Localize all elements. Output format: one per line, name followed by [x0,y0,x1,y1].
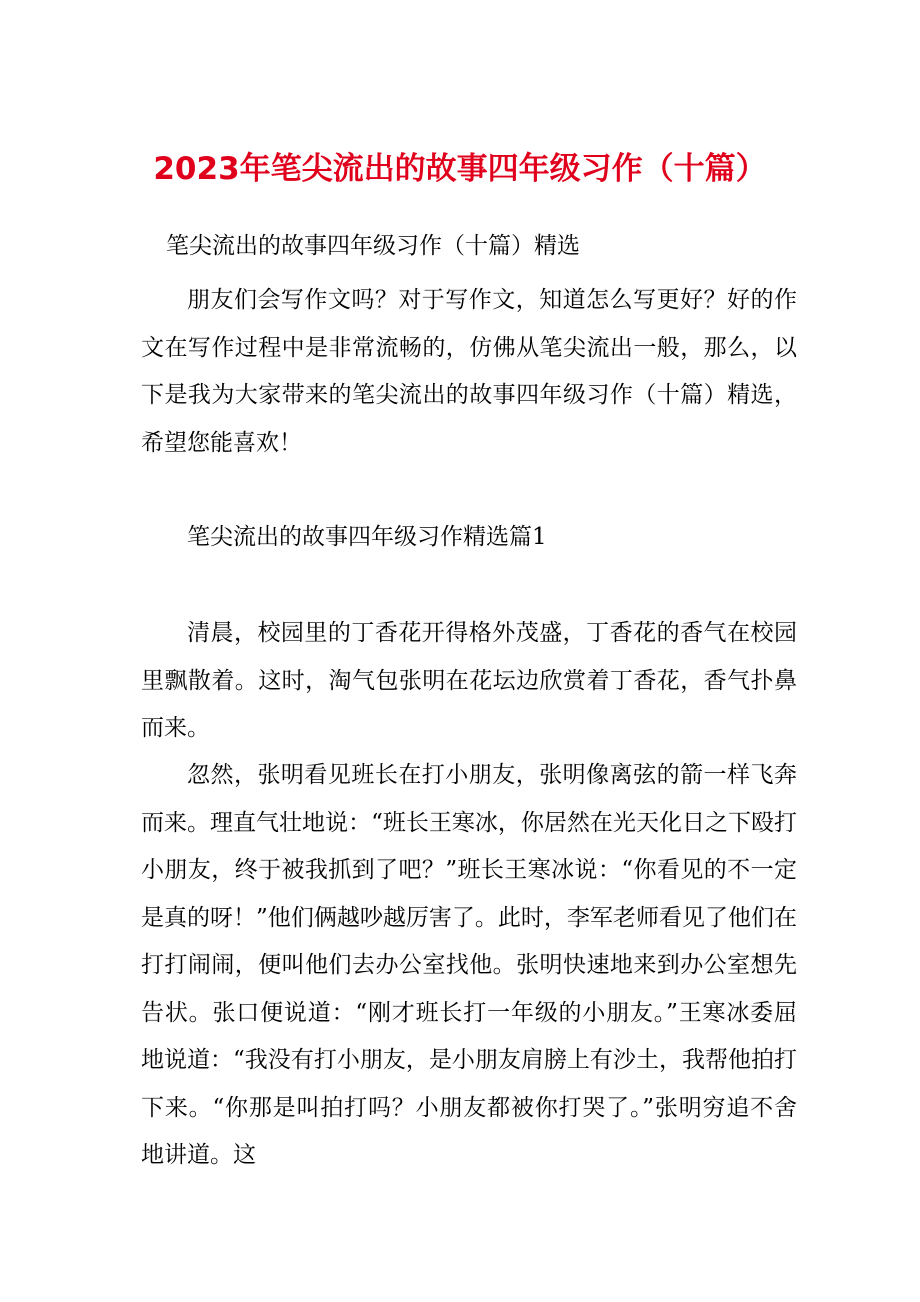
document-subtitle: 笔尖流出的故事四年级习作（十篇）精选 [166,233,580,259]
intro-paragraph: 朋友们会写作文吗？对于写作文，知道怎么写更好？好的作文在写作过程中是非常流畅的，仿佛从笔尖流出一般，那么，以下是我为大家带来的笔尖流出的故事四年级习作（十篇）精选，希望您能喜欢！ [141,287,797,456]
section-heading: 笔尖流出的故事四年级习作精选篇1 [187,524,547,550]
body-paragraph-2: 忽然，张明看见班长在打小朋友，张明像离弦的箭一样飞奔而来。理直气壮地说：“班长王寒冰，你居然在光天化日之下殴打小朋友，终于被我抓到了吧？”班长王寒冰说：“你看见的不一定是真的呀！”他们俩越吵越厉害了。此时，李军老师看见了他们在打打闹闹，便叫他们去办公室找他。张明快速地来到办公室想先告状。张口便说道：“刚才班长打一年级的小朋友。”王寒冰委屈地说道：“我没有打小朋友，是小朋友肩膀上有沙土，我帮他拍打下来。“你那是叫拍打吗？小朋友都被你打哭了。”张明穷追不舍地讲道。这 [141,762,797,1168]
document-title: 2023年笔尖流出的故事四年级习作（十篇） [153,151,767,187]
body-paragraph-1: 清晨，校园里的丁香花开得格外茂盛，丁香花的香气在校园里飘散着。这时，淘气包张明在花坛边欣赏着丁香花，香气扑鼻而来。 [141,620,797,741]
